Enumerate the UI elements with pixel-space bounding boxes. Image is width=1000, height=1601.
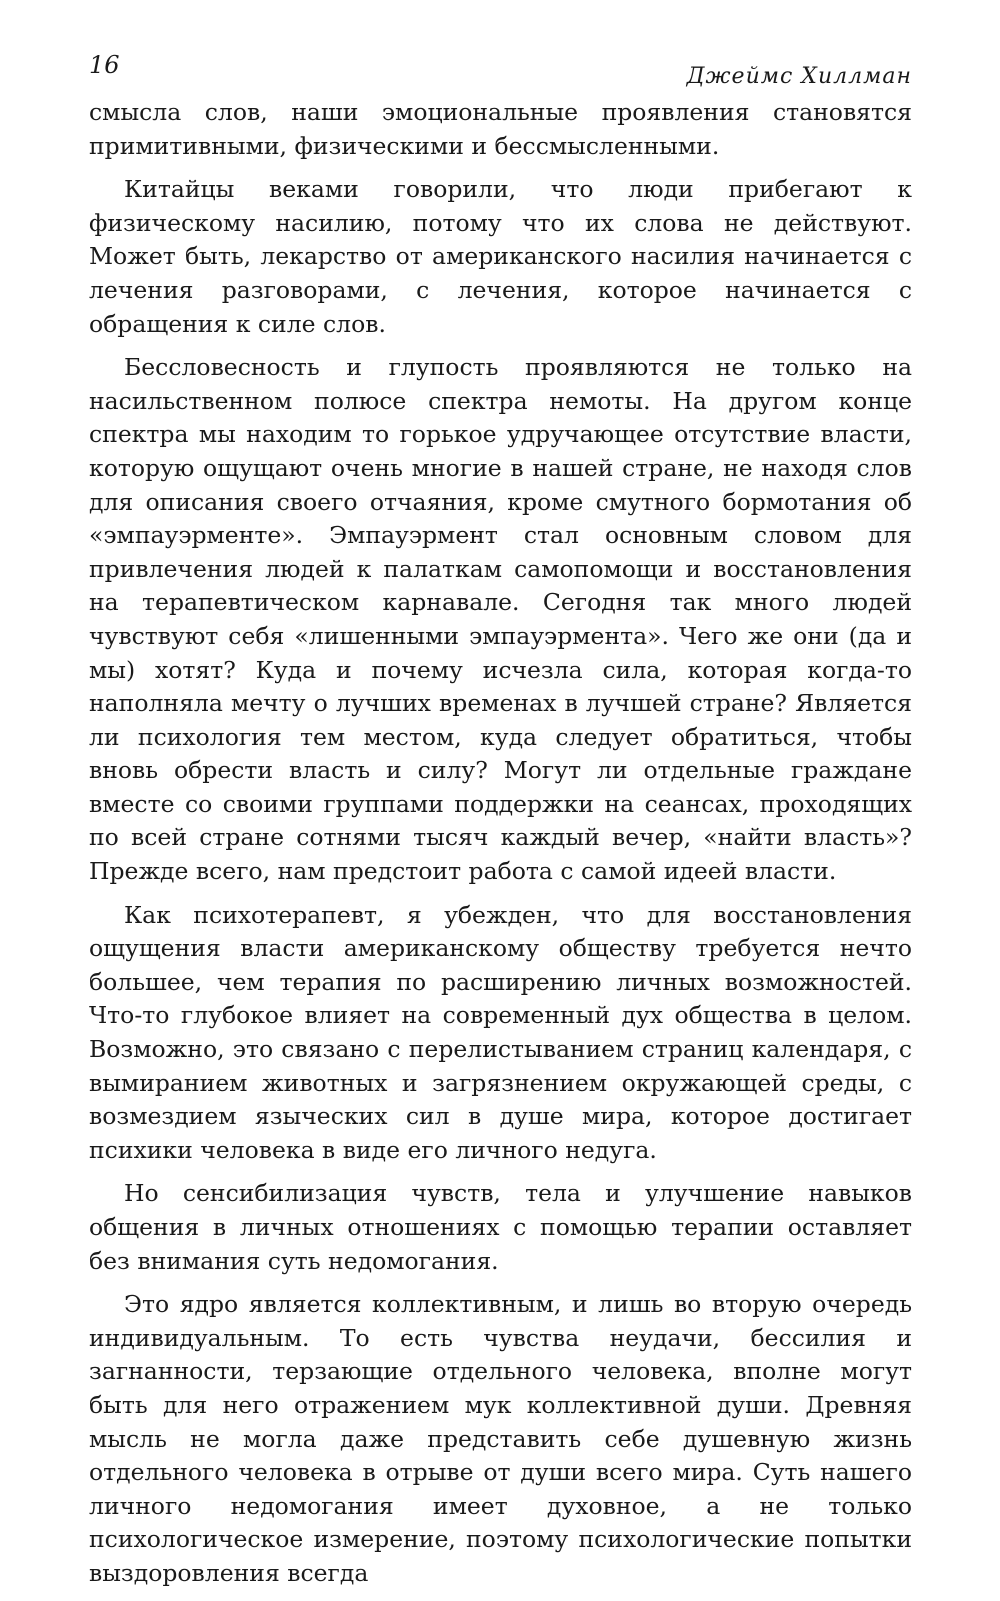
paragraph: Китайцы веками говорили, что люди прибегают к физическому насилию, потому что их слова не действуют. Может быть, лекарство от американского насилия начинается с лечения разговорами, с лечения, которое начинается с обращения к силе слов. [89,175,912,338]
paragraph: Бессловесность и глупость проявляются не только на насильственном полюсе спектра немоты. На другом конце спектра мы находим то горькое удручающее отсутствие власти, которую ощущают очень многие в нашей стране, не находя слов для описания своего отчаяния, кроме смутного бормотания об «эмпауэрменте». Эмпауэрмент стал основным словом для привлечения людей к палаткам самопомощи и восстановления на терапевтическом карнавале. Сегодня так много людей чувствуют себя «лишенными эмпауэрмента». Чего же они (да и мы) хотят? Куда и почему исчезла сила, которая когда-то наполняла мечту о лучших временах в лучшей стране? Является ли психология тем местом, куда следует обратиться, чтобы вновь обрести власть и силу? Могут ли отдельные граждане вместе со своими группами поддержки на сеансах, проходящих по всей стране сотнями тысяч каждый вечер, «найти власть»? Прежде всего, нам предстоит работа с самой идеей власти. [89,353,912,886]
paragraph-continued: смысла слов, наши эмоциональные проявления становятся примитивными, физическими и бессмысленными. [89,98,912,160]
page-number: 16 [89,51,120,79]
paragraph: Но сенсибилизация чувств, тела и улучшение навыков общения в личных отношениях с помощью терапии оставляет без внимания суть недомогания. [89,1179,912,1275]
running-head-author: Джеймс Хиллман [686,64,912,89]
body-text [89,96,912,1601]
paragraph: Как психотерапевт, я убежден, что для восстановления ощущения власти американскому обществу требуется нечто большее, чем терапия по расширению личных возможностей. Что-то глубокое влияет на современный дух общества в целом. Возможно, это связано с перелистыванием страниц календаря, с вымиранием животных и загрязнением окружающей среды, с возмездием языческих сил в душе мира, которое достигает психики человека в виде его личного недуга. [89,900,912,1164]
paragraph: Это ядро является коллективным, и лишь во вторую очередь индивидуальным. То есть чувства неудачи, бессилия и загнанности, терзающие отдельного человека, вполне могут быть для него отражением мук коллективной души. Древняя мысль не могла даже представить себе душевную жизнь отдельного человека в отрыве от души всего мира. Суть нашего личного недомогания имеет духовное, а не только психологическое измерение, поэтому психологические попытки выздоровления всегда [89,1290,912,1587]
